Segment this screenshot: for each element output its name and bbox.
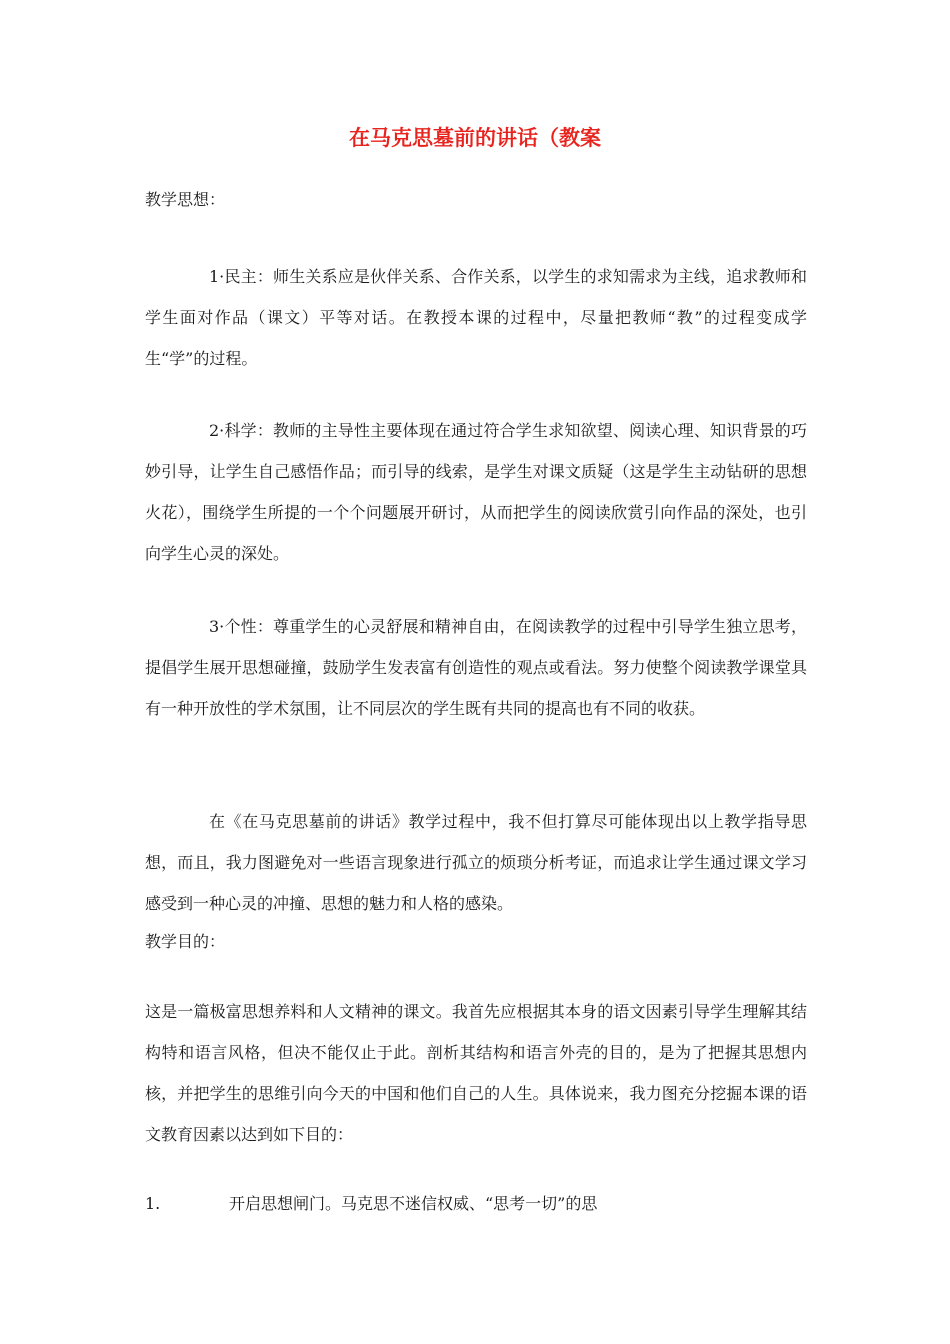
- section-heading-teaching-goal: 教学目的：: [145, 932, 226, 951]
- paragraph-individuality: 3·个性：尊重学生的心灵舒展和精神自由，在阅读教学的过程中引导学生独立思考，提倡学生展开思想碰撞，鼓励学生发表富有创造性的观点或看法。努力使整个阅读教学课堂具有一种开放性的学术氛围，让不同层次的学生既有共同的提高也有不同的收获。: [145, 617, 807, 718]
- paragraph-summary: 在《在马克思墓前的讲话》教学过程中，我不但打算尽可能体现出以上教学指导思想，而且，我力图避免对一些语言现象进行孤立的烦琐分析考证，而追求让学生通过课文学习感受到一种心灵的冲撞、思想的魅力和人格的感染。: [145, 812, 807, 913]
- list-item-text: 开启思想闸门。马克思不迷信权威、“思考一切”的思: [229, 1194, 598, 1213]
- paragraph-goal-intro: 这是一篇极富思想养料和人文精神的课文。我首先应根据其本身的语文因素引导学生理解其结构特和语言风格，但决不能仅止于此。剖析其结构和语言外壳的目的，是为了把握其思想内核，并把学生的思维引向今天的中国和他们自己的人生。具体说来，我力图充分挖掘本课的语文教育因素以达到如下目的：: [145, 1002, 807, 1144]
- list-item-number: 1.: [145, 1194, 161, 1213]
- section-heading-teaching-thought: 教学思想：: [145, 190, 226, 209]
- paragraph-democracy: 1·民主：师生关系应是伙伴关系、合作关系，以学生的求知需求为主线，追求教师和学生面对作品（课文）平等对话。在教授本课的过程中，尽量把教师“教”的过程变成学生“学”的过程。: [145, 267, 807, 368]
- paragraph-science: 2·科学：教师的主导性主要体现在通过符合学生求知欲望、阅读心理、知识背景的巧妙引导，让学生自己感悟作品；而引导的线索，是学生对课文质疑（这是学生主动钻研的思想火花），围绕学生所提的一个个问题展开研讨，从而把学生的阅读欣赏引向作品的深处，也引向学生心灵的深处。: [145, 421, 807, 563]
- document-title: 在马克思墓前的讲话（教案: [349, 126, 601, 150]
